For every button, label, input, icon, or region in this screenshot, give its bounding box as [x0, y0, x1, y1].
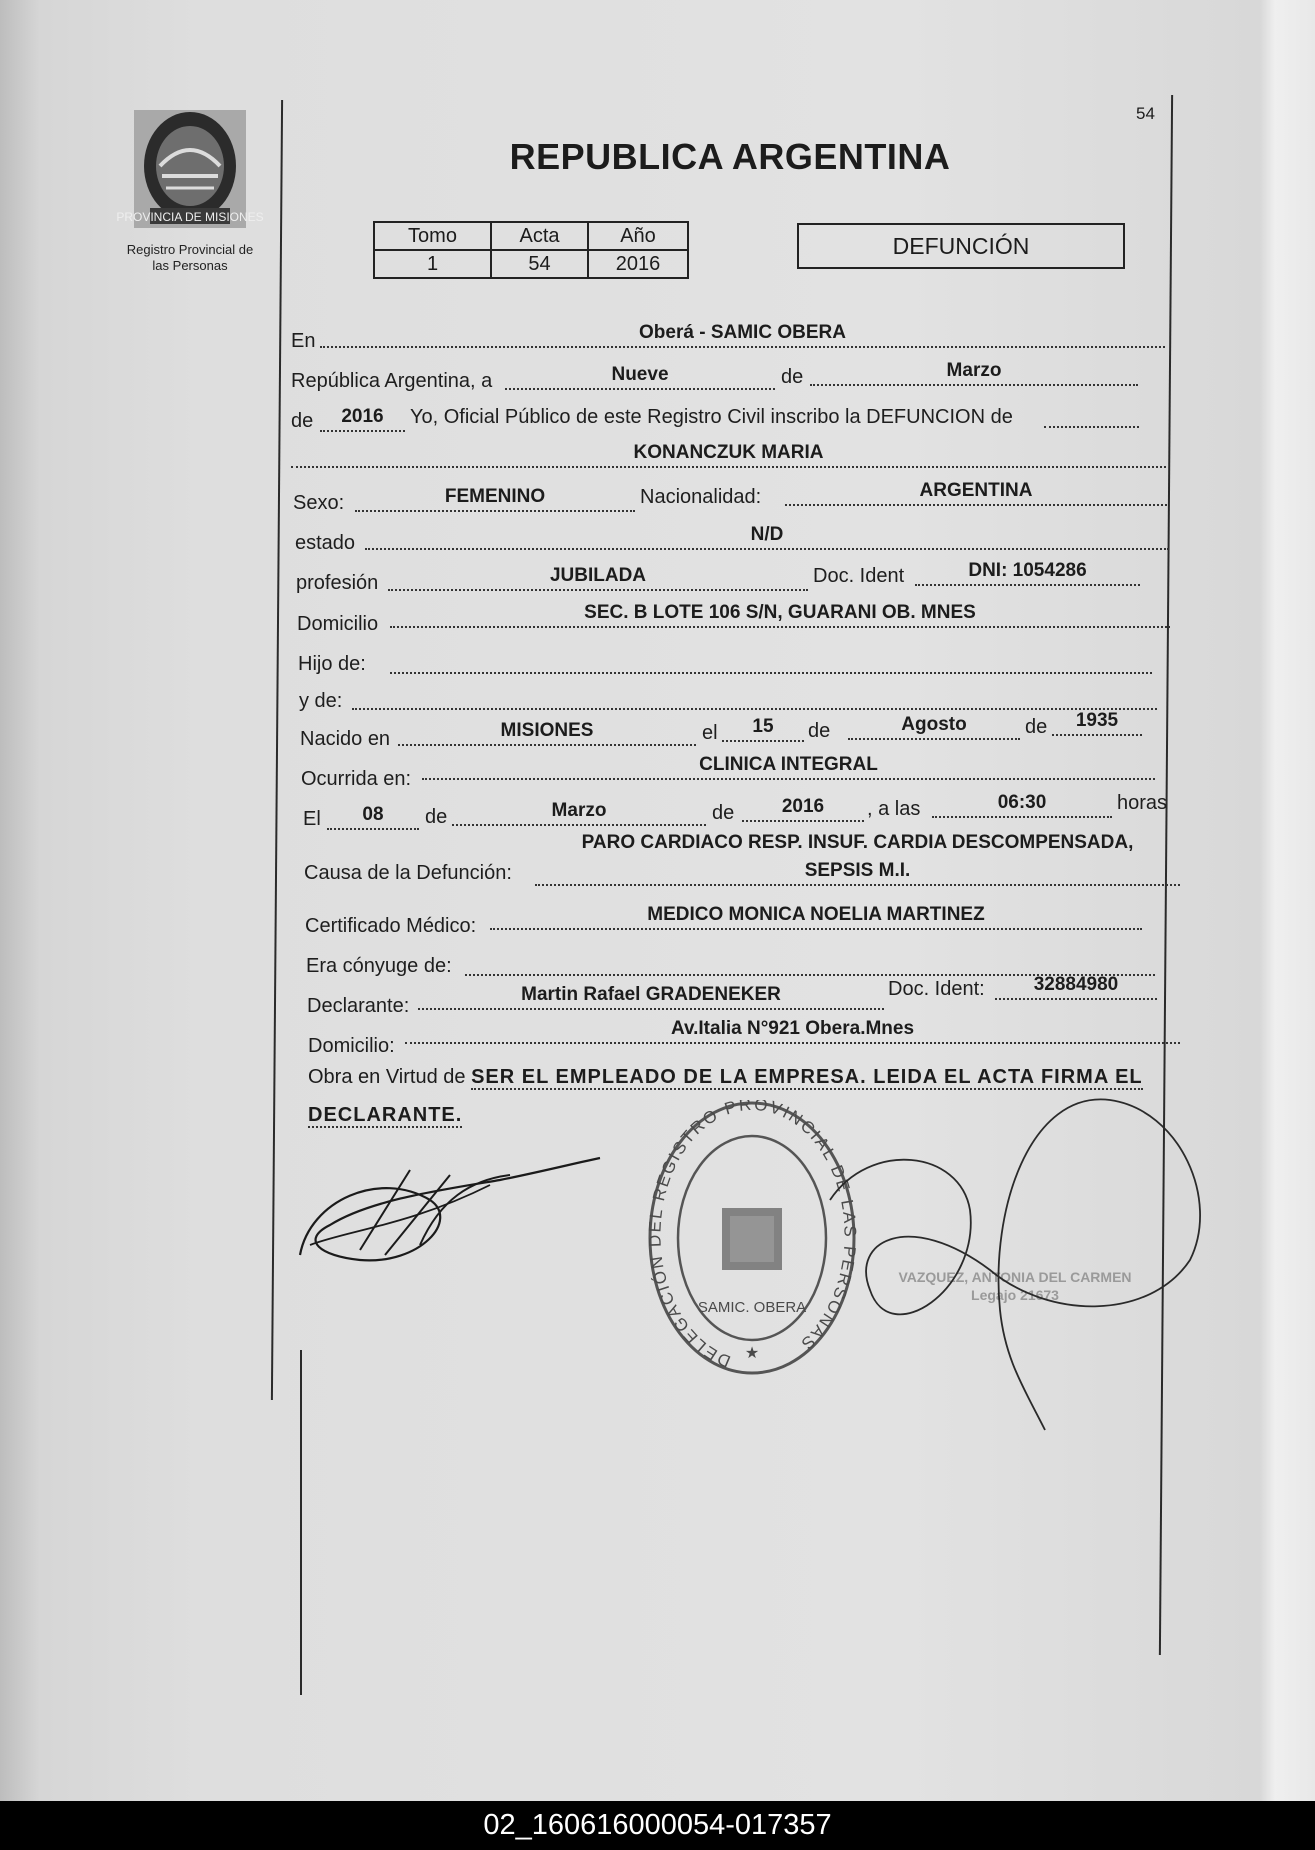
declarant-signature [290, 1130, 610, 1280]
field-causa-line-1: PARO CARDIACO RESP. INSUF. CARDIA DESCOMPENSADA, [581, 832, 1134, 853]
field-certificado: MEDICO MONICA NOELIA MARTINEZ [490, 902, 1142, 930]
label-horas: horas [1117, 792, 1168, 814]
label-certificado: Certificado Médico: [305, 915, 477, 937]
misiones-logo [116, 104, 264, 234]
field-profesion: JUBILADA [388, 563, 808, 591]
field-hora: 06:30 [932, 790, 1112, 818]
page-title: REPUBLICA ARGENTINA [509, 136, 951, 177]
field-ocurrida: CLINICA INTEGRAL [422, 752, 1155, 780]
field-declarante: Martin Rafael GRADENEKER [418, 982, 884, 1010]
field-mes: Marzo [810, 358, 1138, 386]
field-fecha-anio: 2016 [742, 794, 864, 822]
registry-caption [100, 242, 280, 274]
label-a-las: , a las [867, 798, 921, 820]
field-anio: 2016 [320, 404, 405, 432]
label-causa: Causa de la Defunción: [304, 862, 512, 884]
label-de-2: de [291, 410, 314, 432]
field-nacionalidad: ARGENTINA [785, 478, 1167, 506]
label-declarante: Declarante: [307, 995, 410, 1017]
field-nacido-mes: Agosto [848, 712, 1020, 740]
left-margin-rule [271, 100, 283, 1400]
label-el: el [702, 722, 718, 744]
label-hijo-de: Hijo de: [298, 653, 366, 675]
label-profesion: profesión [296, 572, 379, 594]
svg-text:★: ★ [744, 1345, 760, 1362]
label-doc-ident-2: Doc. Ident: [888, 978, 985, 1000]
value-acta: 54 [491, 250, 588, 278]
value-anio: 2016 [588, 250, 688, 278]
label-de-5: de [425, 806, 448, 828]
officer-stamp-line-1: VAZQUEZ, ANTONIA DEL CARMEN [898, 1269, 1132, 1285]
field-estado: N/D [365, 522, 1169, 550]
file-id-footer: 02_160616000054-017357 [0, 1801, 1315, 1850]
label-nacionalidad: Nacionalidad: [640, 486, 762, 508]
label-doc-ident: Doc. Ident [813, 565, 905, 587]
registry-caption-line-1: Registro Provincial de [126, 242, 254, 257]
field-nacido-lugar: MISIONES [398, 718, 696, 746]
official-seal [645, 1100, 860, 1380]
field-declarante-doc: 32884980 [995, 972, 1157, 1000]
header-tomo: Tomo [374, 222, 491, 250]
field-causa-line-2: SEPSIS M.I. [535, 858, 1180, 886]
registry-table [373, 221, 689, 279]
field-obra-line-2: DECLARANTE. [308, 1104, 463, 1126]
label-de-3: de [808, 720, 831, 742]
field-nombre: KONANCZUK MARIA [291, 440, 1166, 468]
label-nacido-en: Nacido en [300, 728, 391, 750]
officer-stamp-line-2: Legajo 21673 [971, 1287, 1059, 1303]
field-fecha-mes: Marzo [452, 798, 706, 826]
field-lugar: Oberá - SAMIC OBERA [320, 320, 1165, 348]
label-de-4: de [1025, 716, 1048, 738]
label-republica: República Argentina, a [291, 370, 493, 392]
field-y-de [352, 682, 1157, 710]
label-de-1: de [781, 366, 804, 388]
header-anio: Año [588, 222, 688, 250]
label-estado: estado [295, 532, 356, 554]
field-dni: DNI: 1054286 [915, 558, 1140, 586]
label-domicilio-2: Domicilio: [308, 1035, 395, 1057]
label-de-6: de [712, 802, 735, 824]
label-domicilio: Domicilio [297, 613, 379, 635]
label-obra: Obra en Virtud de [308, 1066, 466, 1088]
seal-inner-text: SAMIC. OBERA [697, 1299, 807, 1316]
field-nacido-anio: 1935 [1052, 708, 1142, 736]
label-yo: Yo, Oficial Público de este Registro Civil inscribo la DEFUNCION de [410, 406, 1013, 428]
registry-caption-line-2: las Personas [152, 258, 228, 273]
field-obra-line-1: SER EL EMPLEADO DE LA EMPRESA. LEIDA EL ACTA FIRMA EL [471, 1066, 1143, 1088]
field-fecha-dia: 08 [327, 802, 419, 830]
field-domicilio: SEC. B LOTE 106 S/N, GUARANI OB. MNES [390, 600, 1170, 628]
header-acta: Acta [491, 222, 588, 250]
label-sexo: Sexo: [293, 492, 345, 514]
logo-label: PROVINCIA DE MISIONES [116, 210, 264, 224]
field-hijo-de [390, 646, 1152, 674]
field-nacido-dia: 15 [722, 714, 804, 742]
left-margin-rule-lower [300, 1350, 302, 1695]
act-type-box: DEFUNCIÓN [797, 223, 1125, 269]
label-conyuge: Era cónyuge de: [306, 955, 452, 977]
field-dia: Nueve [505, 362, 775, 390]
field-sexo: FEMENINO [355, 484, 635, 512]
label-ocurrida-en: Ocurrida en: [301, 768, 412, 790]
label-y-de: y de: [299, 690, 343, 712]
officer-signature [830, 1090, 1210, 1440]
label-el-cap: El [303, 808, 321, 830]
label-en: En [291, 330, 316, 352]
value-tomo: 1 [374, 250, 491, 278]
page-number: 54 [1136, 104, 1155, 123]
seal-ring-text: DELEGACIÓN DEL REGISTRO PROVINCIAL DE LAS PERSONAS [645, 1100, 860, 1371]
field-yo-blank [1044, 400, 1139, 428]
field-declarante-domicilio: Av.Italia N°921 Obera.Mnes [405, 1016, 1180, 1044]
